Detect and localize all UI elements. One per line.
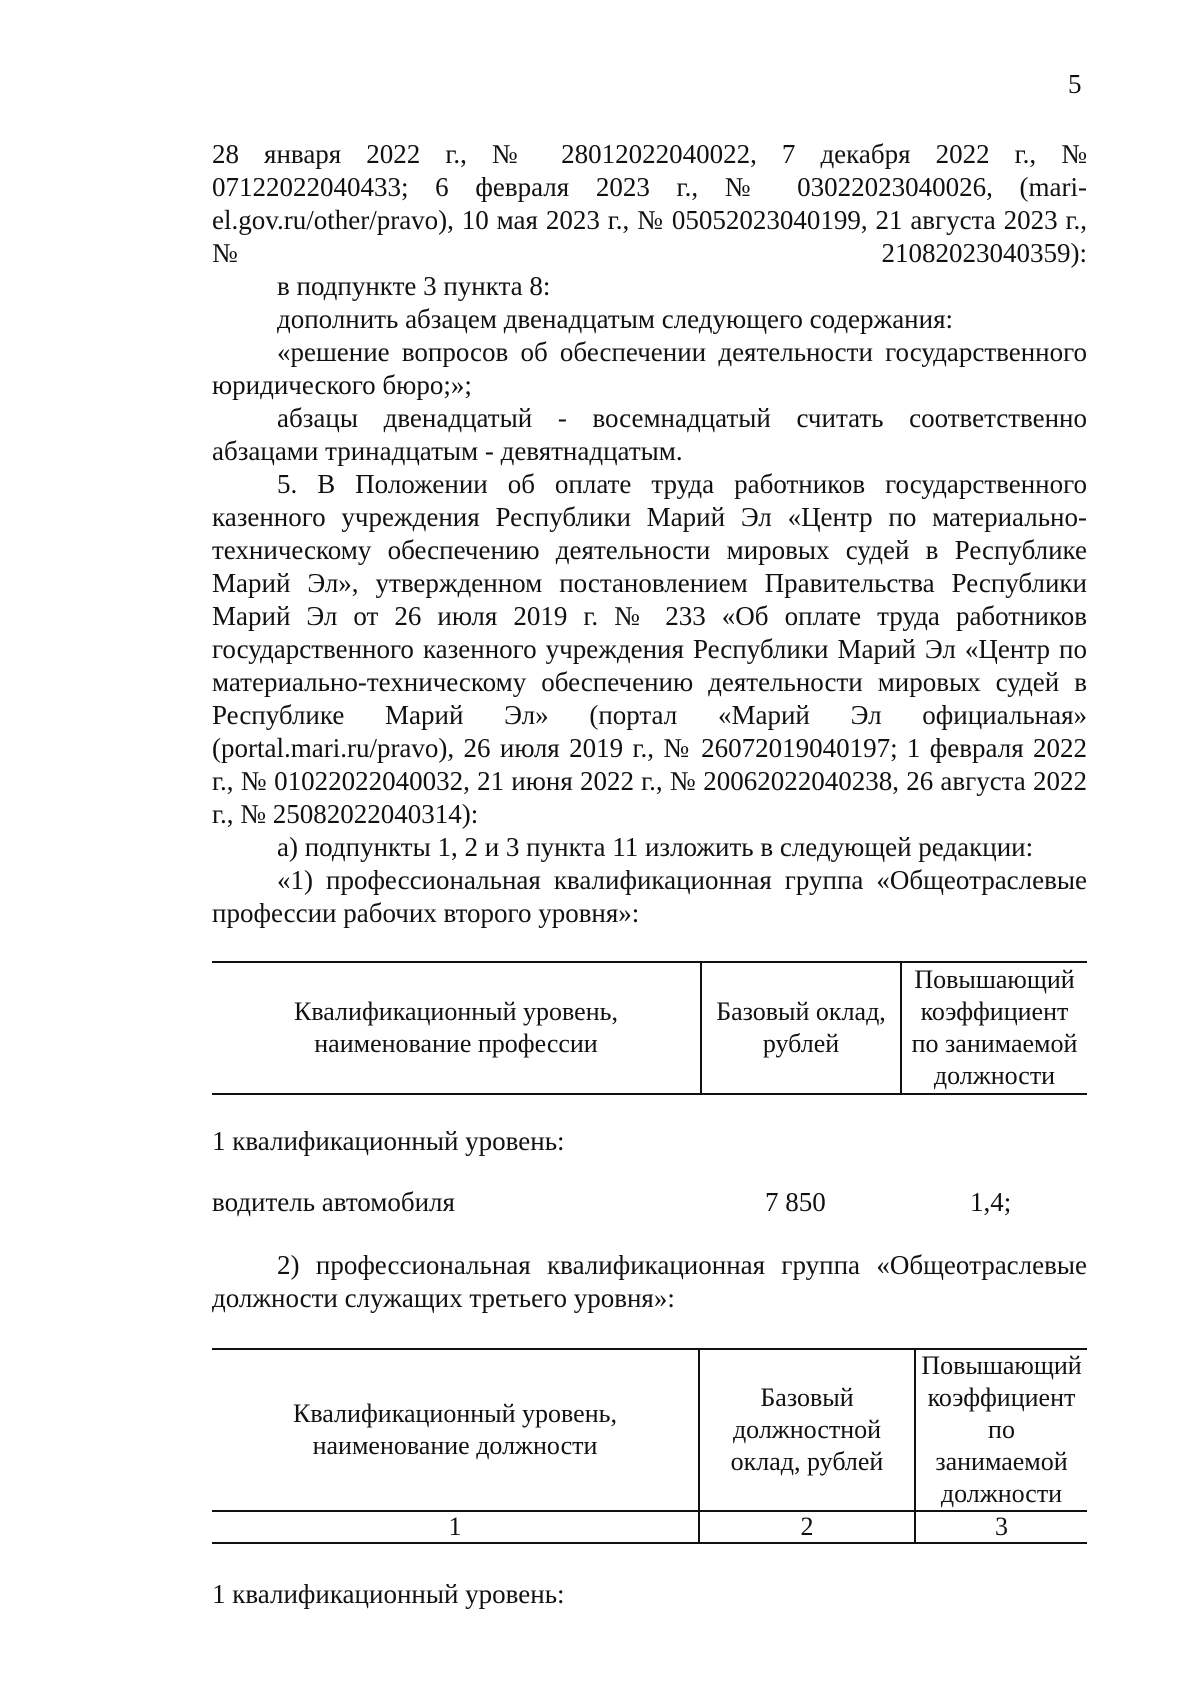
level-label-1b: 1 квалификационный уровень: — [212, 1579, 565, 1609]
header-qualification-profession: Квалификационный уровень, наименование профессии — [294, 997, 618, 1058]
header-base-salary: Базовый оклад, рублей — [701, 962, 901, 1094]
profession-name: водитель автомобиля — [212, 1187, 455, 1217]
column-number-3: 3 — [915, 1511, 1087, 1543]
paragraph-decision: «решение вопросов об обеспечении деятельности государственного юридического бюро;»; — [212, 337, 1087, 400]
paragraph-group-1: «1) профессиональная квалификационная группа «Общеотраслевые профессии рабочих второго уровня»: — [212, 865, 1087, 928]
column-number-2: 2 — [699, 1511, 915, 1543]
paragraph-group-2: 2) профессиональная квалификационная группа «Общеотраслевые должности служащих третьего уровня»: — [212, 1250, 1087, 1313]
header-qualification-position: Квалификационный уровень, наименование должности — [212, 1349, 699, 1511]
paragraph-renumber: абзацы двенадцатый - восемнадцатый считать соответственно абзацами тринадцатым - девятнадцатым. — [212, 403, 1087, 466]
paragraph-add-clause: дополнить абзацем двенадцатым следующего содержания: — [277, 304, 954, 334]
coefficient-value: 1,4; — [970, 1187, 1012, 1217]
page-number: 5 — [1068, 69, 1082, 99]
table-row-driver — [212, 1186, 1087, 1219]
paragraph-section-5: 5. В Положении об оплате труда работников государственного казенного учреждения Республики Марий Эл «Центр по материально-техническому обеспечению деятельности мировых судей в Республике Марий Эл», утвержденном постановлением Правительства Республики Марий Эл от 26 июля 2019 г. № 233 «Об оплате труда работников государственного казенного учреждения Республики Марий Эл «Центр по материально-техническому обеспечению деятельности мировых судей в Республике Марий Эл» (портал «Марий Эл официальная» (portal.mari.ru/pravo), 26 июля 2019 г., № 26072019040197; 1 февраля 2022 г., № 01022022040032, 21 июня 2022 г., № 20062022040238, 26 августа 2022 г., № 25082022040314): — [212, 469, 1087, 829]
paragraph-subpoint: в подпункте 3 пункта 8: — [277, 271, 551, 301]
base-salary-value: 7 850 — [765, 1187, 826, 1217]
level-label-1a: 1 квалификационный уровень: — [212, 1126, 565, 1156]
salary-table-employees — [212, 1348, 1087, 1544]
salary-table-workers — [212, 961, 1087, 1095]
header-coefficient: Повышающий коэффициент по занимаемой должности — [915, 1349, 1087, 1511]
paragraph-references: 28 января 2022 г., № 28012022040022, 7 декабря 2022 г., № 07122022040433; 6 февраля 2023 г., № 03022023040026, (mari-el.gov.ru/other/pravo), 10 мая 2023 г., № 05052023040199, 21 августа 2023 г., № 21082023040359): — [212, 139, 1087, 268]
column-number-1: 1 — [212, 1511, 699, 1543]
header-coefficient: Повышающий коэффициент по занимаемой должности — [901, 962, 1087, 1094]
header-base-position-salary: Базовый должностной оклад, рублей — [699, 1349, 915, 1511]
document-body — [212, 138, 1087, 1611]
paragraph-subpoints-11: а) подпункты 1, 2 и 3 пункта 11 изложить в следующей редакции: — [277, 832, 1034, 862]
